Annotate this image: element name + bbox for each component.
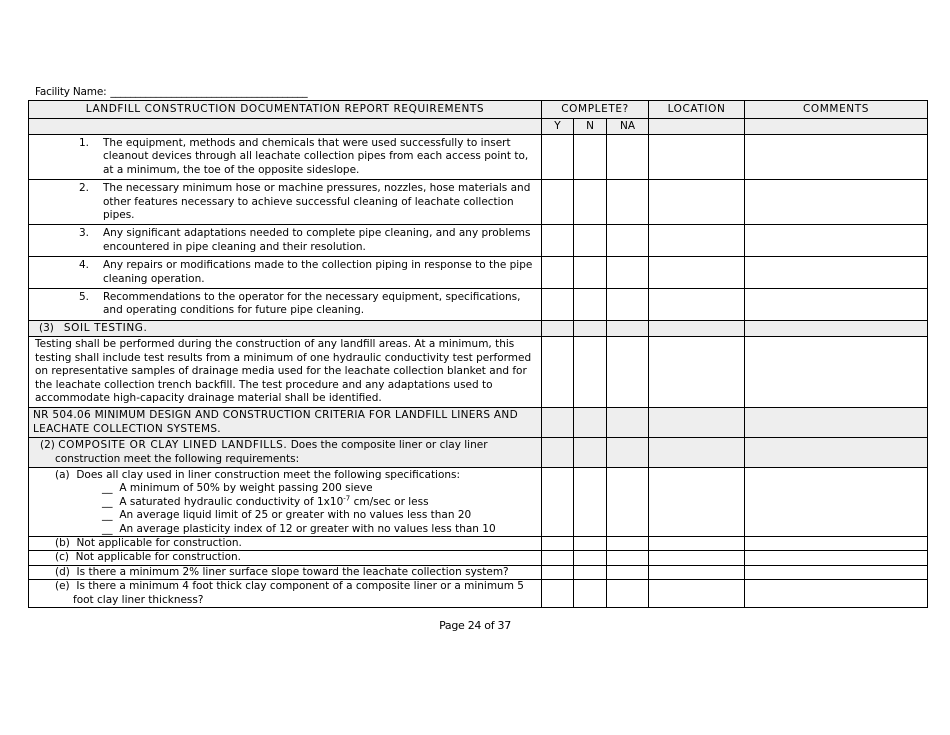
exponent: -7	[343, 494, 351, 503]
table-row	[29, 257, 928, 289]
item-label: (c)	[55, 551, 69, 564]
y-cell[interactable]	[542, 565, 574, 579]
item-text: Is there a minimum 4 foot thick clay component of a composite liner or a minimum 5 foot clay liner thickness?	[73, 580, 524, 606]
item-text: Any repairs or modifications made to the collection piping in response to the pipe cleaning operation.	[103, 259, 533, 285]
facility-name-field	[35, 86, 307, 98]
na-cell[interactable]	[607, 565, 649, 579]
table-row	[29, 180, 928, 225]
composite-text: Does the composite liner or clay liner construction meet the following requirements:	[55, 439, 488, 465]
table-row	[29, 135, 928, 180]
n-cell[interactable]	[574, 257, 607, 289]
y-cell[interactable]	[542, 225, 574, 257]
item-text: Not applicable for construction.	[76, 536, 242, 549]
comments-cell[interactable]	[745, 257, 928, 289]
table-row	[29, 536, 928, 550]
na-cell[interactable]	[607, 467, 649, 536]
location-cell[interactable]	[649, 536, 745, 550]
requirements-header: LANDFILL CONSTRUCTION DOCUMENTATION REPORT REQUIREMENTS	[29, 101, 542, 119]
spec-text: A minimum of 50% by weight passing 200 sieve	[119, 482, 373, 495]
y-cell[interactable]	[542, 289, 574, 321]
spec-item	[33, 509, 537, 522]
location-cell[interactable]	[649, 289, 745, 321]
comments-cell[interactable]	[745, 135, 928, 180]
facility-name-blank[interactable]: _______________________________________	[110, 86, 308, 98]
item-number: 4.	[79, 259, 90, 272]
n-cell[interactable]	[574, 225, 607, 257]
y-header: Y	[542, 119, 574, 135]
na-cell[interactable]	[607, 580, 649, 608]
y-cell[interactable]	[542, 180, 574, 225]
location-cell[interactable]	[649, 180, 745, 225]
comments-cell[interactable]	[745, 580, 928, 608]
n-cell[interactable]	[574, 180, 607, 225]
spec-blank[interactable]: __	[102, 495, 113, 508]
subheader-blank	[29, 119, 542, 135]
spec-text: A saturated hydraulic conductivity of 1x10	[119, 495, 344, 508]
comments-cell[interactable]	[745, 467, 928, 536]
item-text: Not applicable for construction.	[75, 551, 241, 564]
section-row-soil-testing	[29, 320, 928, 336]
y-cell[interactable]	[542, 551, 574, 565]
comments-cell[interactable]	[745, 289, 928, 321]
soil-testing-label: (3)	[39, 321, 54, 334]
na-cell[interactable]	[607, 180, 649, 225]
na-cell[interactable]	[607, 551, 649, 565]
n-cell[interactable]	[574, 565, 607, 579]
na-cell[interactable]	[607, 135, 649, 180]
location-cell[interactable]	[649, 337, 745, 408]
na-cell[interactable]	[607, 337, 649, 408]
item-label: (d)	[55, 565, 70, 578]
comments-cell[interactable]	[745, 225, 928, 257]
item-label: (a)	[55, 468, 70, 481]
na-cell[interactable]	[607, 257, 649, 289]
location-cell[interactable]	[649, 580, 745, 608]
item-number: 3.	[79, 227, 90, 240]
table-row	[29, 289, 928, 321]
n-cell[interactable]	[574, 135, 607, 180]
spec-blank[interactable]: __	[102, 482, 113, 495]
subheader-comments-blank	[745, 119, 928, 135]
facility-name-label: Facility Name:	[35, 86, 107, 98]
y-cell[interactable]	[542, 135, 574, 180]
spec-text: An average plasticity index of 12 or greater with no values less than 10	[119, 522, 496, 535]
y-cell[interactable]	[542, 337, 574, 408]
n-cell[interactable]	[574, 337, 607, 408]
spec-item	[33, 482, 537, 495]
location-cell[interactable]	[649, 135, 745, 180]
table-header-row	[29, 101, 928, 119]
n-cell[interactable]	[574, 289, 607, 321]
complete-header: COMPLETE?	[542, 101, 649, 119]
comments-cell[interactable]	[745, 536, 928, 550]
na-header: NA	[607, 119, 649, 135]
y-cell[interactable]	[542, 257, 574, 289]
item-text: Recommendations to the operator for the necessary equipment, specifications, and operating conditions for future pipe cleaning.	[103, 291, 521, 317]
spec-text: cm/sec or less	[350, 495, 429, 508]
na-cell[interactable]	[607, 536, 649, 550]
y-cell[interactable]	[542, 467, 574, 536]
table-row	[29, 551, 928, 565]
subheader-location-blank	[649, 119, 745, 135]
table-row	[29, 467, 928, 536]
location-header: LOCATION	[649, 101, 745, 119]
comments-cell[interactable]	[745, 180, 928, 225]
y-cell[interactable]	[542, 536, 574, 550]
section-row-composite	[29, 438, 928, 468]
soil-testing-title: SOIL TESTING.	[63, 321, 148, 334]
composite-label: (2)	[40, 439, 55, 452]
spec-blank[interactable]: __	[102, 509, 113, 522]
location-cell[interactable]	[649, 257, 745, 289]
nr504-title: NR 504.06 MINIMUM DESIGN AND CONSTRUCTION CRITERIA FOR LANDFILL LINERS AND LEACHATE COLLECTION SYSTEMS.	[33, 409, 518, 435]
page-number: Page 24 of 37	[439, 619, 511, 632]
spec-text: An average liquid limit of 25 or greater with no values less than 20	[119, 509, 472, 522]
composite-title: COMPOSITE OR CLAY LINED LANDFILLS.	[58, 439, 288, 452]
location-cell[interactable]	[649, 565, 745, 579]
table-row	[29, 580, 928, 608]
location-cell[interactable]	[649, 551, 745, 565]
item-text: Any significant adaptations needed to complete pipe cleaning, and any problems encountered in pipe cleaning and their resolution.	[103, 227, 531, 253]
item-text: The necessary minimum hose or machine pressures, nozzles, hose materials and other features necessary to achieve successful cleaning of leachate collection pipes.	[103, 182, 531, 222]
location-cell[interactable]	[649, 225, 745, 257]
location-cell[interactable]	[649, 467, 745, 536]
item-number: 2.	[79, 182, 90, 195]
table-row	[29, 337, 928, 408]
n-cell[interactable]	[574, 580, 607, 608]
item-number: 5.	[79, 291, 90, 304]
item-label: (b)	[55, 536, 70, 549]
item-text: The equipment, methods and chemicals that were used successfully to insert cleanout devices through all leachate collection pipes from each access point to, at a minimum, the toe of the opposite sideslope.	[103, 137, 529, 176]
n-header: N	[574, 119, 607, 135]
comments-cell[interactable]	[745, 565, 928, 579]
spec-item	[33, 523, 537, 536]
table-subheader-row	[29, 119, 928, 135]
n-cell[interactable]	[574, 467, 607, 536]
na-cell[interactable]	[607, 225, 649, 257]
section-row-nr504	[29, 408, 928, 438]
y-cell[interactable]	[542, 580, 574, 608]
item-label: (e)	[55, 580, 70, 593]
item-a-text: Does all clay used in liner construction meet the following specifications:	[76, 468, 461, 481]
comments-cell[interactable]	[745, 337, 928, 408]
table-row	[29, 565, 928, 579]
table-row	[29, 225, 928, 257]
spec-blank[interactable]: __	[102, 522, 113, 535]
comments-header: COMMENTS	[745, 101, 928, 119]
n-cell[interactable]	[574, 536, 607, 550]
na-cell[interactable]	[607, 289, 649, 321]
soil-testing-text: Testing shall be performed during the construction of any landfill areas. At a minimum, this testing shall include test results from a minimum of one hydraulic conductivity test performed on representative samples of drainage media used for the leachate collection blanket and for the leachate collection trench backfill. The test procedure and any adaptations used to accommodate high-capacity drainage material shall be identified.	[35, 338, 532, 404]
spec-item	[33, 496, 537, 509]
item-text: Is there a minimum 2% liner surface slope toward the leachate collection system?	[76, 565, 509, 578]
n-cell[interactable]	[574, 551, 607, 565]
requirements-table	[28, 100, 928, 608]
item-number: 1.	[79, 137, 90, 149]
comments-cell[interactable]	[745, 551, 928, 565]
